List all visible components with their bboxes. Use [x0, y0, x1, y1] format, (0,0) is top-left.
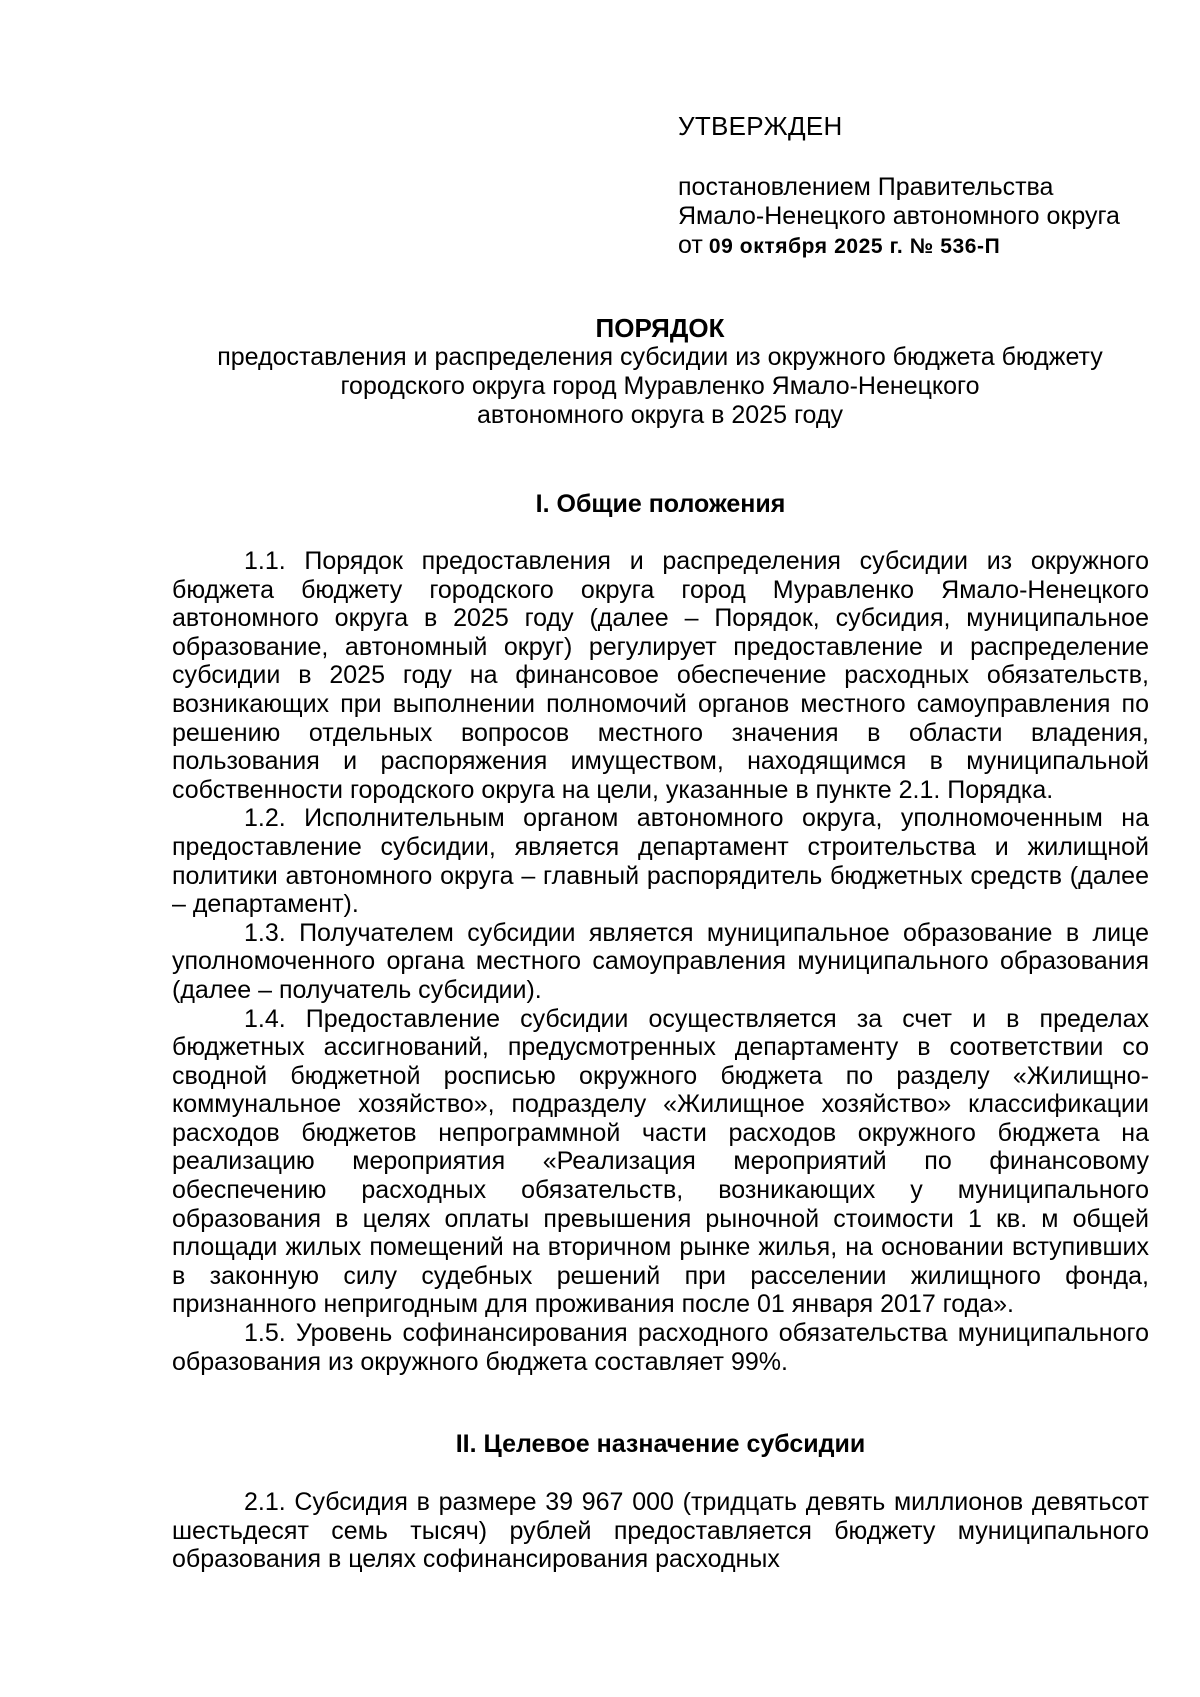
section-1-heading: I. Общие положения — [535, 490, 786, 518]
title-line-1: предоставления и распределения субсидии из окружного бюджета бюджету — [217, 343, 1103, 371]
title-line-3: автономного округа в 2025 году — [477, 401, 843, 429]
section-1-body — [172, 547, 1149, 1376]
approval-line-2: Ямало-Ненецкого автономного округа — [678, 202, 1120, 230]
paragraph-1-4: 1.4. Предоставление субсидии осуществляется за счет и в пределах бюджетных ассигнований, предусмотренных департаменту в соответствии со сводной бюджетной росписью окружного бюджета по разделу «Жилищно-коммунальное хозяйство», подразделу «Жилищное хозяйство» классификации расходов бюджетов непрограммной части расходов окружного бюджета на реализацию мероприятия «Реализация мероприятий по финансовому обеспечению расходных обязательств, возникающих у муниципального образования в целях оплаты превышения рыночной стоимости 1 кв. м общей площади жилых помещений на вторичном рынке жилья, на основании вступивших в законную силу судебных решений при расселении жилищного фонда, признанного непригодным для проживания после 01 января 2017 года». — [172, 1004, 1149, 1319]
title-line-2: городского округа город Муравленко Ямало-Ненецкого — [340, 372, 980, 400]
document-title — [160, 314, 1160, 430]
approval-line-1: постановлением Правительства — [678, 173, 1054, 201]
decree-number: 09 октября 2025 г. № 536-П — [708, 235, 1001, 258]
approval-date-line — [678, 231, 1120, 261]
paragraph-1-5: 1.5. Уровень софинансирования расходного обязательства муниципального образования из окружного бюджета составляет 99%. — [172, 1319, 1149, 1376]
paragraph-2-1: 2.1. Субсидия в размере 39 967 000 (тридцать девять миллионов девятьсот шестьдесят семь тысяч) рублей предоставляется бюджету муниципального образования в целях софинансирования расходных — [172, 1488, 1149, 1574]
title-main: ПОРЯДОК — [595, 313, 725, 343]
approval-block — [678, 112, 1120, 261]
section-2-heading: II. Целевое назначение субсидии — [455, 1430, 866, 1458]
section-2-body — [172, 1488, 1149, 1574]
paragraph-1-3: 1.3. Получателем субсидии является муниципальное образование в лице уполномоченного органа местного самоуправления муниципального образования (далее – получатель субсидии). — [172, 918, 1149, 1004]
approval-date-prefix: от — [678, 231, 703, 259]
paragraph-1-1: 1.1. Порядок предоставления и распределения субсидии из окружного бюджета бюджету городского округа город Муравленко Ямало-Ненецкого автономного округа в 2025 году (далее – Порядок, субсидия, муниципальное образование, автономный округ) регулирует предоставление и распределение субсидии в 2025 году на финансовое обеспечение расходных обязательств, возникающих при выполнении полномочий органов местного самоуправления по решению отдельных вопросов местного значения в области владения, пользования и распоряжения имуществом, находящимся в муниципальной собственности городского округа на цели, указанные в пункте 2.1. Порядка. — [172, 547, 1149, 804]
approval-stamp: УТВЕРЖДЕН — [678, 111, 843, 141]
paragraph-1-2: 1.2. Исполнительным органом автономного округа, уполномоченным на предоставление субсидии, является департамент строительства и жилищной политики автономного округа – главный распорядитель бюджетных средств (далее – департамент). — [172, 804, 1149, 919]
